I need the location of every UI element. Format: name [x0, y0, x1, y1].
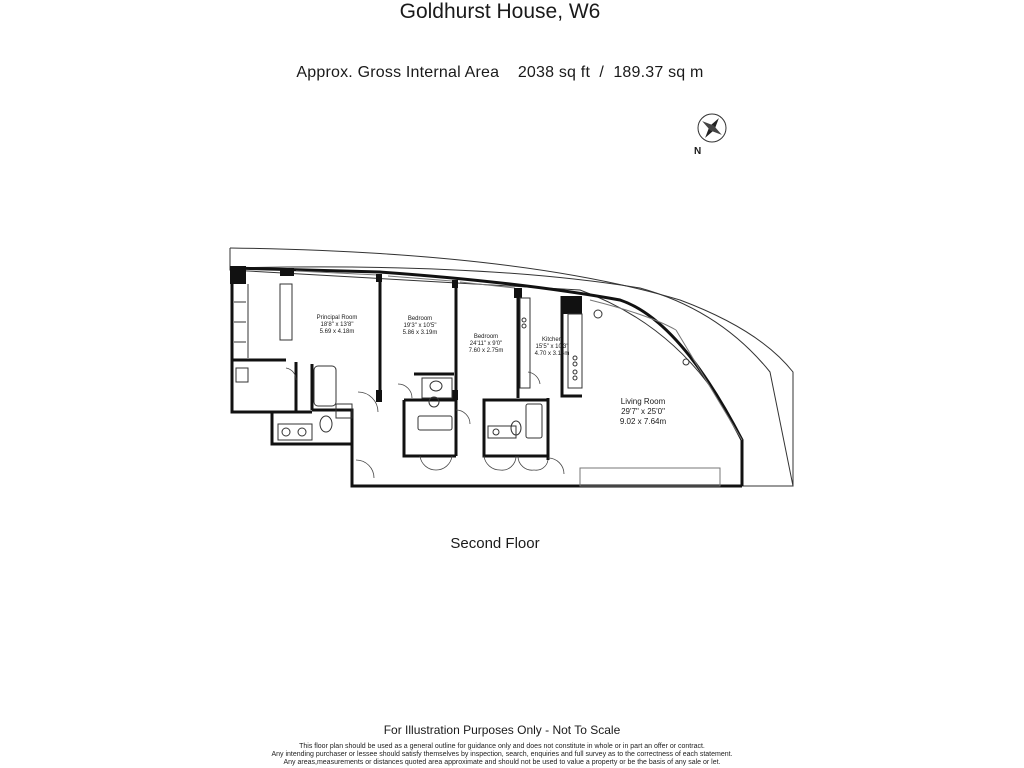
door-swings	[286, 368, 564, 478]
room-label-bedroom-1	[403, 316, 438, 336]
room-name: Principal Room	[316, 315, 358, 321]
room-label-living	[620, 397, 667, 426]
room-name: Bedroom	[473, 334, 499, 340]
disclaimer-line: Any intending purchaser or lessee should satisfy themselves by inspection, search, enquiries and full survey as to the correctness of each statement.	[271, 751, 733, 758]
plan-title: Goldhurst House, W6	[399, 0, 601, 23]
room-label-principal	[317, 315, 358, 335]
gross-internal-area: Approx. Gross Internal Area 2038 sq ft / 189.37 sq m	[296, 64, 704, 81]
room-imperial: 18'8" x 13'8"	[320, 322, 354, 328]
room-name: Kitchen	[541, 337, 563, 343]
room-label-kitchen	[535, 337, 570, 357]
room-imperial: 29'7" x 25'0"	[621, 407, 665, 416]
compass-north-label: N	[694, 146, 702, 157]
bathroom-fixtures	[236, 366, 542, 440]
external-walls	[232, 268, 742, 486]
room-metric: 5.69 x 4.18m	[319, 329, 355, 335]
disclaimer-line: This floor plan should be used as a general outline for guidance only and does not constitute in whole or in part an offer or contract.	[299, 743, 705, 750]
room-label-bedroom-2	[469, 334, 504, 354]
room-imperial: 15'5" x 10'3"	[535, 344, 569, 350]
room-metric: 5.86 x 3.19m	[402, 330, 438, 336]
floor-label: Second Floor	[450, 535, 540, 552]
room-name: Living Room	[620, 397, 666, 406]
room-metric: 7.60 x 2.75m	[468, 348, 504, 354]
wardrobes	[234, 284, 292, 358]
disclaimer-heading: For Illustration Purposes Only - Not To Scale	[383, 723, 621, 737]
room-metric: 9.02 x 7.64m	[619, 417, 667, 426]
room-name: Bedroom	[407, 316, 433, 322]
disclaimer-line: Any areas,measurements or distances quoted area approximate and should not be used to value a property or be the basis of any sale or let.	[283, 759, 721, 766]
room-imperial: 24'11" x 9'0"	[469, 341, 503, 347]
room-imperial: 19'3" x 10'5"	[403, 323, 437, 329]
room-metric: 4.70 x 3.14m	[534, 351, 570, 357]
